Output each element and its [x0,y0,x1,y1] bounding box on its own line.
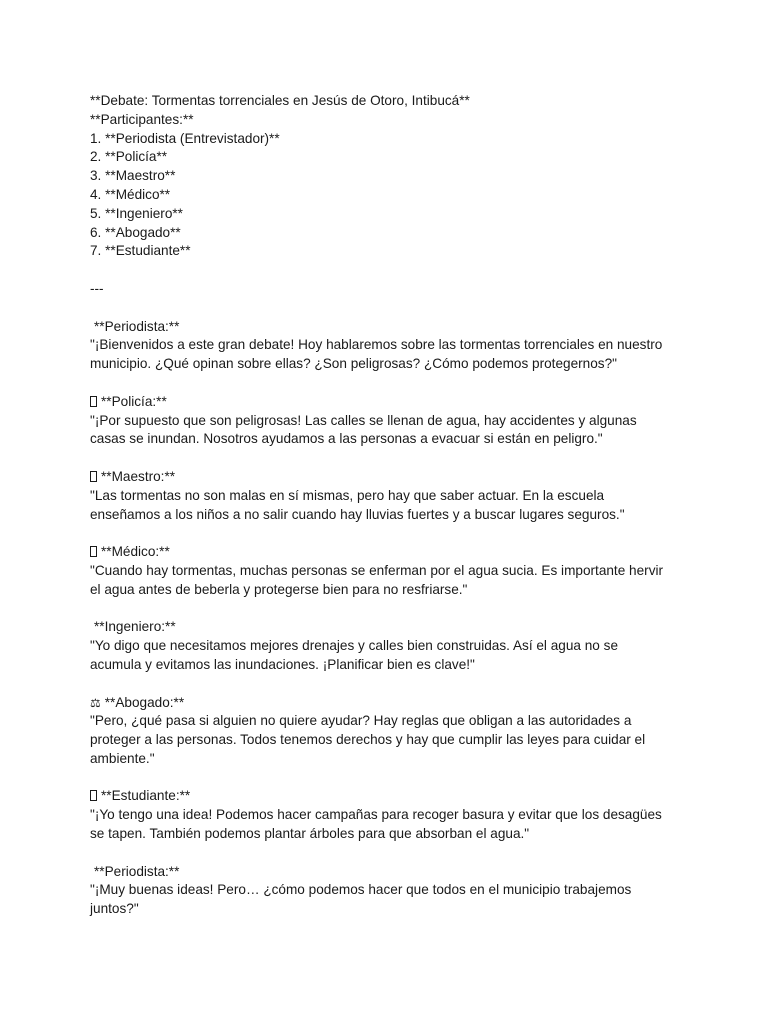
speaker-label: **Policía:** [101,393,167,409]
spacer [90,299,690,318]
dialogue-line: enseñamos a los niños a no salir cuando hay lluvias fuertes y a buscar lugares seguros." [90,506,625,522]
speaker-label: **Periodista:** [94,318,180,334]
speaker-label: **Maestro:** [101,468,176,484]
section-separator: --- [90,280,104,296]
dialogue-line: se tapen. También podemos plantar árboles para que absorban el agua." [90,826,530,842]
dialogue-line: "Pero, ¿qué pasa si alguien no quiere ayudar? Hay reglas que obligan a las autoridades a [90,713,632,729]
dialogue-block-periodista-closing [90,863,690,919]
dialogue-line: juntos?" [90,901,139,917]
dialogue-block-ingeniero [90,618,690,674]
spacer [90,675,690,694]
dialogue-line: "¡Por supuesto que son peligrosas! Las calles se llenan de agua, hay accidentes y algunas [90,412,637,428]
spacer [90,600,690,619]
participant-item: 1. **Periodista (Entrevistador)** [90,130,280,146]
speaker-label: **Médico:** [101,544,170,560]
document-title: **Debate: Tormentas torrenciales en Jesús de Otoro, Intibucá** [90,93,470,108]
participant-item: 5. **Ingeniero** [90,205,183,221]
document-body [90,92,690,919]
spacer [90,374,690,393]
missing-glyph-icon [90,790,97,801]
dialogue-block-estudiante [90,787,690,843]
dialogue-line: "Las tormentas no son malas en sí mismas, pero hay que saber actuar. En la escuela [90,487,605,503]
participant-item: 3. **Maestro** [90,168,176,184]
spacer [90,524,690,543]
dialogue-block-maestro [90,468,690,524]
speaker-label: **Ingeniero:** [94,619,176,635]
scales-icon: ⚖ [90,695,101,710]
dialogue-block-periodista [90,318,690,374]
spacer [90,844,690,863]
spacer [90,769,690,788]
participant-item: 2. **Policía** [90,149,168,165]
dialogue-line: "¡Yo tengo una idea! Podemos hacer campañas para recoger basura y evitar que los desagües [90,807,662,823]
participants-list [90,130,690,262]
dialogue-line: ambiente." [90,750,155,766]
participant-item: 4. **Médico** [90,186,171,202]
speaker-label: **Abogado:** [104,694,185,710]
participants-header: **Participantes:** [90,111,194,127]
dialogue-line: "¡Muy buenas ideas! Pero… ¿cómo podemos hacer que todos en el municipio trabajemos [90,882,632,898]
dialogue-line: proteger a las personas. Todos tenemos derechos y hay que cumplir las leyes para cuidar el [90,732,646,748]
participant-item: 7. **Estudiante** [90,243,191,259]
dialogue-line: "¡Bienvenidos a este gran debate! Hoy hablaremos sobre las tormentas torrenciales en nuestro [90,337,663,353]
missing-glyph-icon [90,396,97,407]
dialogue-block-medico [90,543,690,599]
dialogue-line: el agua antes de beberla y protegerse bien para no resfriarse." [90,581,468,597]
speaker-label: **Periodista:** [94,863,180,879]
dialogue-block-abogado [90,694,690,769]
dialogue-line: acumula y evitamos las inundaciones. ¡Planificar bien es clave!" [90,656,475,672]
spacer [90,261,690,280]
dialogue-block-policia [90,393,690,449]
missing-glyph-icon [90,546,97,557]
missing-glyph-icon [90,471,97,482]
dialogue-line: municipio. ¿Qué opinan sobre ellas? ¿Son peligrosas? ¿Cómo podemos protegernos?" [90,356,617,372]
dialogue-line: "Yo digo que necesitamos mejores drenajes y calles bien construidas. Así el agua no se [90,638,618,654]
dialogue-line: "Cuando hay tormentas, muchas personas se enferman por el agua sucia. Es importante hervir [90,562,664,578]
speaker-label: **Estudiante:** [101,788,191,804]
spacer [90,449,690,468]
dialogue-line: casas se inundan. Nosotros ayudamos a las personas a evacuar si están en peligro." [90,431,603,447]
participant-item: 6. **Abogado** [90,224,181,240]
